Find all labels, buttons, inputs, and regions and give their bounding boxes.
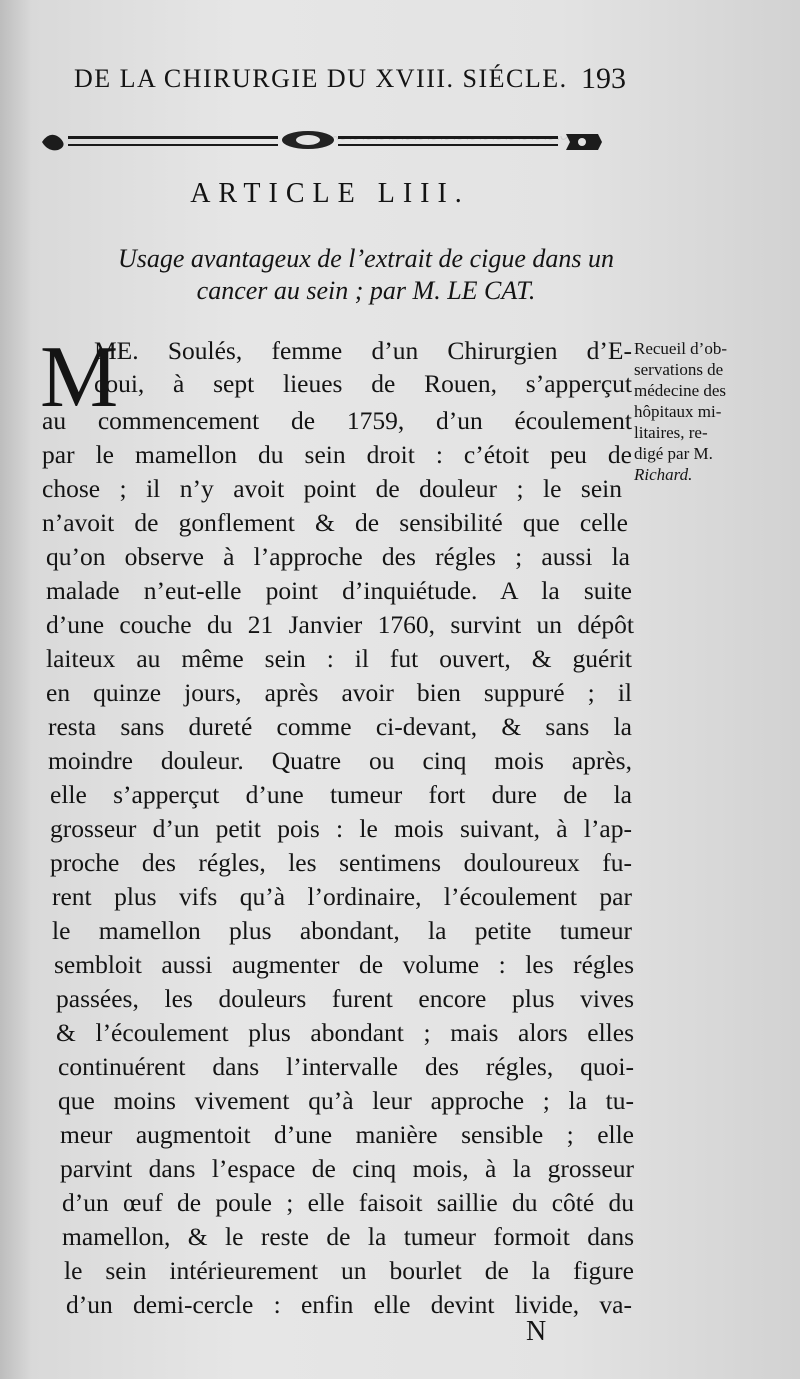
text-line: meur augmentoit d’une manière sensible ; elle [60,1120,634,1149]
page-number: 193 [581,62,626,95]
running-title: DE LA CHIRURGIE DU XVIII. SIÉCLE. [74,64,568,93]
marginal-note-line: médecine des [634,381,727,400]
text-line: d’un demi-cercle : enfin elle devint livide, va- [66,1290,632,1319]
text-line: chose ; il n’y avoit point de douleur ; le sein [42,474,622,503]
text-line: rent plus vifs qu’à l’ordinaire, l’écoulement par [52,882,632,911]
text-line: sembloit aussi augmenter de volume : les régles [54,950,634,979]
marginal-note [634,338,760,485]
marginal-note-line: digé par M. [634,444,713,463]
text-line: au commencement de 1759, d’un écoulement [42,406,632,435]
text-line: parvint dans l’espace de cinq mois, à la grosseur [60,1154,634,1183]
text-line: ME. Soulés, femme d’un Chirurgien d’E- [94,336,632,365]
marginal-note-line: Richard. [634,465,693,484]
text-line: mamellon, & le reste de la tumeur formoit dans [62,1222,634,1251]
marginal-note-line: hôpitaux mi- [634,402,722,421]
text-line: n’avoit de gonflement & de sensibilité que celle [42,508,628,537]
ornamental-rule [38,122,608,162]
text-line: laiteux au même sein : il fut ouvert, & guérit [46,644,632,673]
text-line: malade n’eut-elle point d’inquiétude. A la suite [46,576,632,605]
text-line: passées, les douleurs furent encore plus vives [56,984,634,1013]
text-line: grosseur d’un petit pois : le mois suivant, à l’ap- [50,814,632,843]
text-line: coui, à sept lieues de Rouen, s’apperçut [94,369,632,398]
text-line: en quinze jours, après avoir bien suppuré ; il [46,678,632,707]
article-subtitle [86,243,646,307]
marginal-note-line: Recueil d’ob- [634,339,727,358]
bleed-through: ~~~~~~~~~~~~~~~~~~~~~~ [300,126,586,152]
text-line: le sein intérieurement un bourlet de la figure [64,1256,634,1285]
marginal-note-line: servations de [634,360,724,379]
text-line: qu’on observe à l’approche des régles ; aussi la [46,542,630,571]
signature-mark: N [526,1316,547,1347]
drop-cap: M [40,329,119,426]
text-line: que moins vivement qu’à leur approche ; la tu- [58,1086,634,1115]
text-line: continuérent dans l’intervalle des régles, quoi- [58,1052,634,1081]
subtitle-line: cancer au sein ; par M. LE CAT. [196,276,536,305]
text-line: resta sans dureté comme ci-devant, & sans la [48,712,632,741]
text-line: par le mamellon du sein droit : c’étoit peu de [42,440,632,469]
text-line: moindre douleur. Quatre ou cinq mois après, [48,746,632,775]
text-line: elle s’apperçut d’une tumeur fort dure de la [50,780,632,809]
marginal-note-line: litaires, re- [634,423,708,442]
subtitle-line: Usage avantageux de l’extrait de cigue dans un [117,244,615,273]
article-title: ARTICLE LIII. [190,178,470,209]
text-line: d’une couche du 21 Janvier 1760, survint un dépôt [46,610,634,639]
text-line: & l’écoulement plus abondant ; mais alors elles [56,1018,634,1047]
text-line: proche des régles, les sentimens douloureux fu- [50,848,632,877]
text-line: d’un œuf de poule ; elle faisoit saillie du côté du [62,1188,634,1217]
running-header [74,64,634,104]
text-line: le mamellon plus abondant, la petite tumeur [52,916,632,945]
